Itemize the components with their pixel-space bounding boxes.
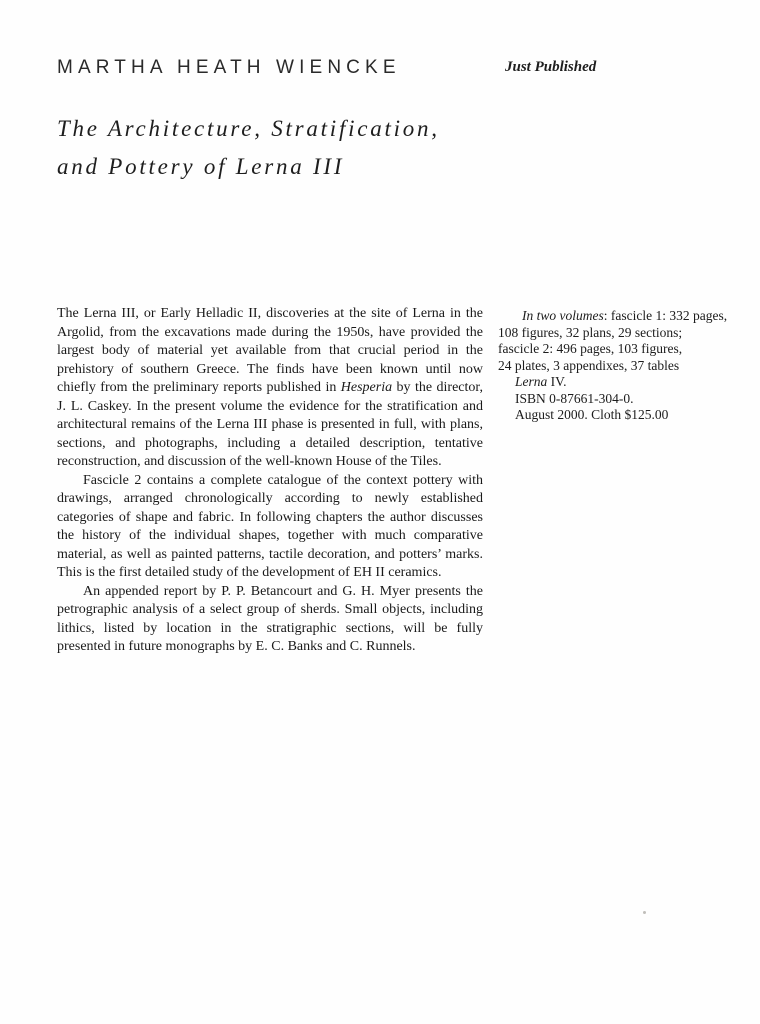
book-title — [57, 110, 440, 186]
description-column — [57, 305, 483, 657]
detail-line: 108 figures, 32 plans, 29 sections; — [498, 324, 683, 340]
detail-line: August 2000. Cloth $125.00 — [515, 407, 669, 422]
detail-line: fascicle 2: 496 pages, 103 figures, — [498, 341, 683, 356]
detail-line: Lerna IV. — [515, 374, 567, 389]
publication-details — [498, 308, 728, 424]
just-published-badge: Just Published — [505, 59, 597, 75]
author-name: MARTHA HEATH WIENCKE — [57, 57, 401, 78]
body-paragraph: An appended report by P. P. Betancourt and G. H. Myer presents the petrographic analysis of a select group of sherds. Small objects, including lithics, listed by location in the stratigraphic sections, will be fully presented in future monographs by E. C. Banks and C. Runnels. — [57, 583, 483, 654]
detail-line: ISBN 0-87661-304-0. — [515, 390, 634, 406]
detail-line: 24 plates, 3 appendixes, 37 tables — [498, 357, 680, 373]
body-paragraph: Fascicle 2 contains a complete catalogue of the context pottery with drawings, arranged chronologically according to newly established categories of shape and fabric. In following chapters the author discusses the history of the individual shapes, together with much comparative material, as well as painted patterns, tactile decoration, and potters’ marks. This is the first detailed study of the development of EH II ceramics. — [57, 472, 483, 580]
scan-speck — [643, 911, 646, 914]
title-line-1: The Architecture, Stratification, — [57, 116, 440, 141]
detail-line: In two volumes: fascicle 1: 332 pages, — [522, 308, 728, 323]
body-paragraph: The Lerna III, or Early Helladic II, discoveries at the site of Lerna in the Argolid, from the excavations made during the 1950s, have provided the largest body of material yet available from that crucial period in the prehistory of southern Greece. The finds have been known until now chiefly from the preliminary reports published in Hesperia by the director, J. L. Caskey. In the present volume the evidence for the stratification and architectural remains of the Lerna III phase is presented in full, with plans, sections, and photographs, including a detailed description, tentative reconstruction, and discussion of the well-known House of the Tiles. — [57, 306, 483, 469]
title-line-2: and Pottery of Lerna III — [57, 154, 345, 179]
